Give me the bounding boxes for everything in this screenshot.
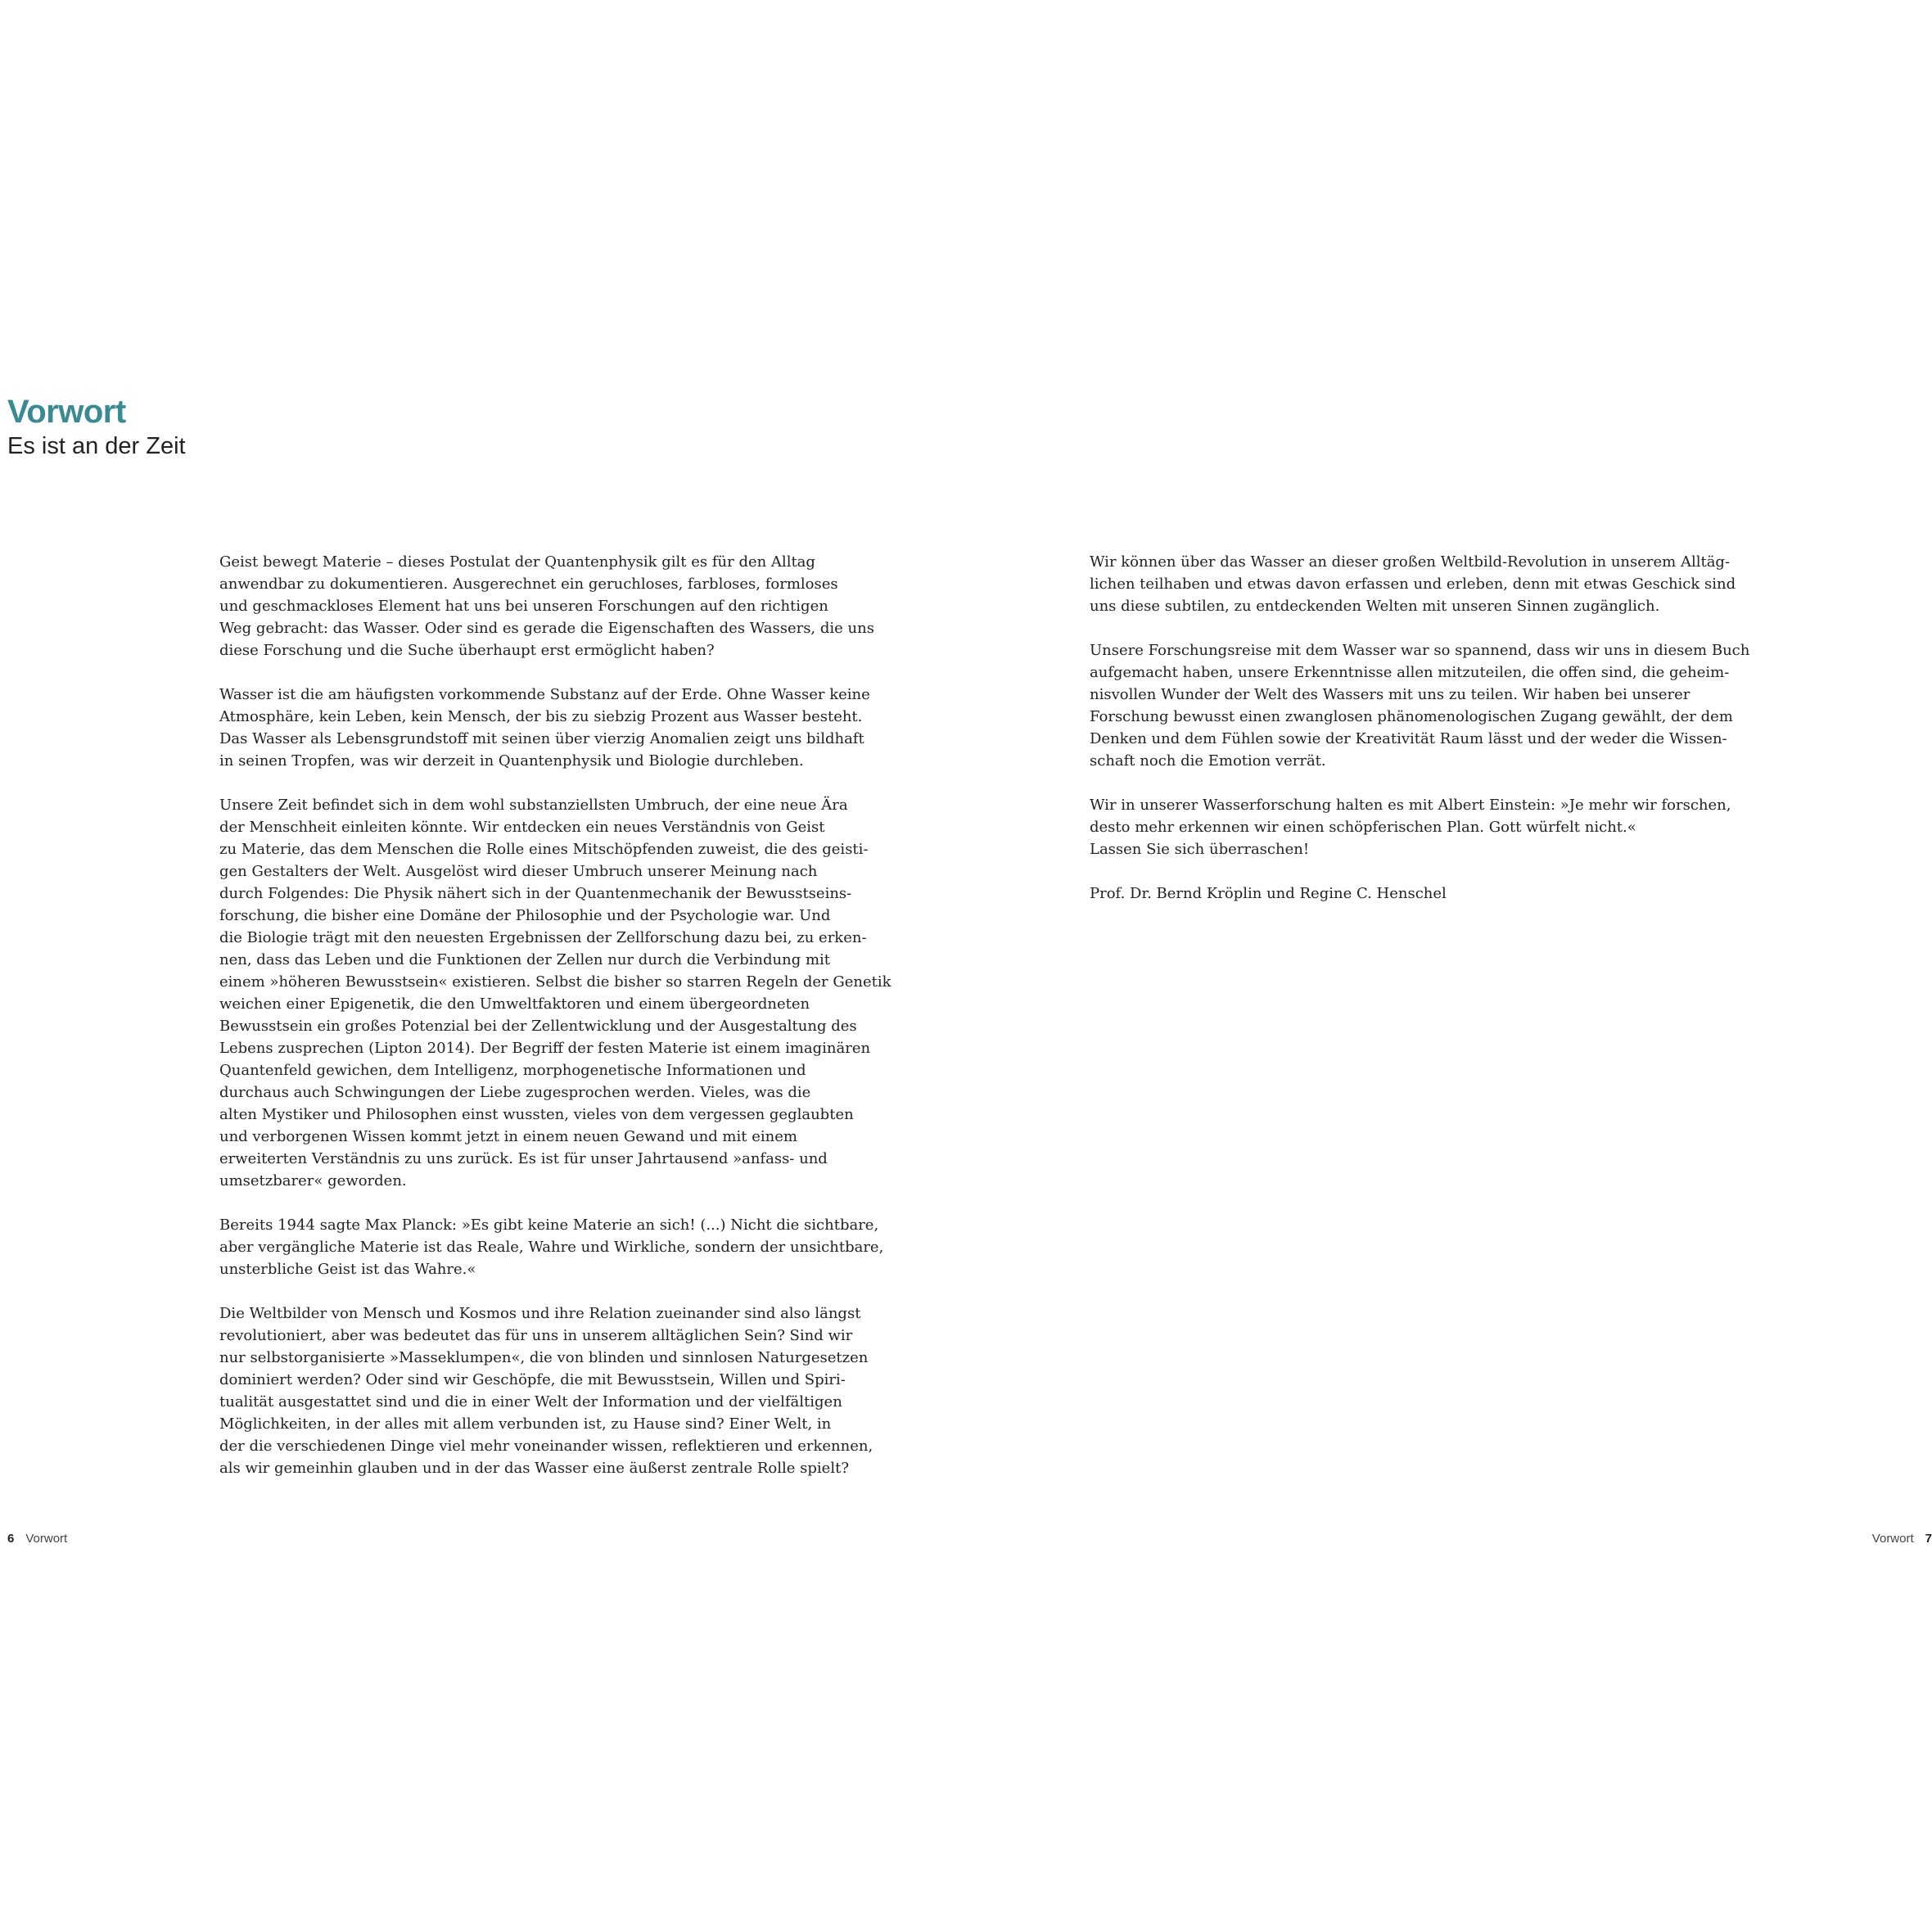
text-line: desto mehr erkennen wir einen schöpferischen Plan. Gott würfelt nicht.«: [1090, 819, 1636, 836]
chapter-subtitle: Es ist an der Zeit: [7, 433, 186, 459]
paragraph-gap: [1090, 860, 1728, 882]
text-line: Unsere Zeit befindet sich in dem wohl substanziellsten Umbruch, der eine neue Ära: [219, 797, 848, 814]
text-line: nisvollen Wunder der Welt des Wassers mit uns zu teilen. Wir haben bei unserer: [1090, 686, 1690, 703]
text-line: die Biologie trägt mit den neuesten Ergebnissen der Zellforschung dazu bei, zu erken-: [219, 929, 867, 946]
text-line: alten Mystiker und Philosophen einst wussten, vieles von dem vergessen geglaubten: [219, 1106, 854, 1123]
text-line: schaft noch die Emotion verrät.: [1090, 752, 1326, 770]
text-line: gen Gestalters der Welt. Ausgelöst wird dieser Umbruch unserer Meinung nach: [219, 863, 818, 880]
paragraph: [219, 684, 870, 772]
text-line: der Menschheit einleiten könnte. Wir entdecken ein neues Verständnis von Geist: [219, 819, 825, 836]
text-line: forschung, die bisher eine Domäne der Philosophie und der Psychologie war. Und: [219, 907, 831, 924]
text-line: Forschung bewusst einen zwanglosen phänomenologischen Zugang gewählt, der dem: [1090, 708, 1733, 725]
chapter-title: Vorwort: [7, 394, 126, 430]
paragraph: [219, 551, 874, 661]
text-line: Bereits 1944 sagte Max Planck: »Es gibt keine Materie an sich! (...) Nicht die sichtbare,: [219, 1217, 879, 1234]
text-line: uns diese subtilen, zu entdeckenden Welten mit unseren Sinnen zugänglich.: [1090, 598, 1660, 615]
text-line: Atmosphäre, kein Leben, kein Mensch, der bis zu siebzig Prozent aus Wasser besteht.: [219, 708, 863, 725]
text-line: Weg gebracht: das Wasser. Oder sind es gerade die Eigenschaften des Wassers, die uns: [219, 620, 874, 637]
footer-right: [1872, 1531, 1932, 1547]
paragraph: [219, 794, 892, 1192]
page-number-right: 7: [1925, 1532, 1932, 1546]
text-line: Wasser ist die am häufigsten vorkommende Substanz auf der Erde. Ohne Wasser keine: [219, 686, 870, 703]
text-line: nur selbstorganisierte »Masseklumpen«, die von blinden und sinnlosen Naturgesetzen: [219, 1349, 869, 1366]
right-text-column: [1090, 551, 1750, 905]
text-line: Möglichkeiten, in der alles mit allem verbunden ist, zu Hause sind? Einer Welt, in: [219, 1415, 832, 1433]
paragraph: [1090, 882, 1728, 905]
text-line: zu Materie, das dem Menschen die Rolle eines Mitschöpfenden zuweist, die des geisti-: [219, 841, 869, 858]
text-line: Unsere Forschungsreise mit dem Wasser war so spannend, dass wir uns in diesem Buch: [1090, 642, 1750, 659]
paragraph-gap: [1090, 772, 1728, 794]
text-line: Lebens zusprechen (Lipton 2014). Der Begriff der festen Materie ist einem imaginären: [219, 1040, 871, 1057]
footer-left: [7, 1531, 67, 1547]
text-line: Denken und dem Fühlen sowie der Kreativität Raum lässt und der weder die Wissen-: [1090, 730, 1727, 747]
text-line: einem »höheren Bewusstsein« existieren. Selbst die bisher so starren Regeln der Genetik: [219, 973, 892, 991]
text-line: in seinen Tropfen, was wir derzeit in Quantenphysik und Biologie durchleben.: [219, 752, 804, 770]
text-line: als wir gemeinhin glauben und in der das Wasser eine äußerst zentrale Rolle spielt?: [219, 1460, 849, 1477]
left-text-column: [219, 551, 892, 1479]
paragraph-gap: [219, 1192, 858, 1214]
text-line: durchaus auch Schwingungen der Liebe zugesprochen werden. Vieles, was die: [219, 1084, 811, 1101]
text-line: lichen teilhaben und etwas davon erfassen und erleben, denn mit etwas Geschick sind: [1090, 576, 1736, 593]
text-line: weichen einer Epigenetik, die den Umweltfaktoren und einem übergeordneten: [219, 995, 810, 1013]
text-line: revolutioniert, aber was bedeutet das für uns in unserem alltäglichen Sein? Sind wir: [219, 1327, 853, 1344]
paragraph: [219, 1214, 884, 1280]
text-line: Das Wasser als Lebensgrundstoff mit seinen über vierzig Anomalien zeigt uns bildhaft: [219, 730, 864, 747]
text-line: dominiert werden? Oder sind wir Geschöpfe, die mit Bewusstsein, Willen und Spiri-: [219, 1371, 846, 1388]
text-line: der die verschiedenen Dinge viel mehr voneinander wissen, reflektieren und erkennen,: [219, 1438, 873, 1455]
text-line: anwendbar zu dokumentieren. Ausgerechnet ein geruchloses, farbloses, formloses: [219, 576, 838, 593]
running-head-left: Vorwort: [25, 1532, 68, 1546]
text-line: nen, dass das Leben und die Funktionen der Zellen nur durch die Verbindung mit: [219, 951, 830, 968]
text-line: erweiterten Verständnis zu uns zurück. Es ist für unser Jahrtausend »anfass- und: [219, 1150, 828, 1167]
page-number-left: 6: [7, 1532, 15, 1546]
text-line: Die Weltbilder von Mensch und Kosmos und ihre Relation zueinander sind also längst: [219, 1305, 861, 1322]
text-line: Wir in unserer Wasserforschung halten es mit Albert Einstein: »Je mehr wir forschen,: [1090, 797, 1731, 814]
text-line: unsterbliche Geist ist das Wahre.«: [219, 1261, 476, 1278]
text-line: aber vergängliche Materie ist das Reale, Wahre und Wirkliche, sondern der unsichtbare,: [219, 1239, 884, 1256]
text-line: und verborgenen Wissen kommt jetzt in einem neuen Gewand und mit einem: [219, 1128, 797, 1145]
text-line: tualität ausgestattet sind und die in einer Welt der Information und der vielfältigen: [219, 1393, 842, 1411]
paragraph: [1090, 639, 1750, 772]
running-head-right: Vorwort: [1871, 1532, 1914, 1546]
text-line: umsetzbarer« geworden.: [219, 1172, 407, 1189]
text-line: Quantenfeld gewichen, dem Intelligenz, morphogenetische Informationen und: [219, 1062, 806, 1079]
paragraph-gap: [219, 772, 858, 794]
paragraph-gap: [219, 1280, 858, 1302]
text-line: aufgemacht haben, unsere Erkenntnisse allen mitzuteilen, die offen sind, die geheim-: [1090, 664, 1730, 681]
chapter-heading: [7, 391, 186, 460]
text-line: Geist bewegt Materie – dieses Postulat der Quantenphysik gilt es für den Alltag: [219, 553, 815, 571]
text-line: Prof. Dr. Bernd Kröplin und Regine C. Henschel: [1090, 885, 1447, 902]
paragraph-gap: [219, 661, 858, 684]
paragraph: [1090, 794, 1731, 860]
paragraph: [1090, 551, 1736, 617]
text-line: und geschmackloses Element hat uns bei unseren Forschungen auf den richtigen: [219, 598, 828, 615]
text-line: Bewusstsein ein großes Potenzial bei der Zellentwicklung und der Ausgestaltung des: [219, 1018, 857, 1035]
text-line: Lassen Sie sich überraschen!: [1090, 841, 1310, 858]
paragraph-gap: [1090, 617, 1728, 639]
text-line: durch Folgendes: Die Physik nähert sich in der Quantenmechanik der Bewusstseins-: [219, 885, 852, 902]
text-line: Wir können über das Wasser an dieser großen Weltbild-Revolution in unserem Alltäg-: [1090, 553, 1731, 571]
paragraph: [219, 1302, 873, 1479]
text-line: diese Forschung und die Suche überhaupt erst ermöglicht haben?: [219, 642, 715, 659]
